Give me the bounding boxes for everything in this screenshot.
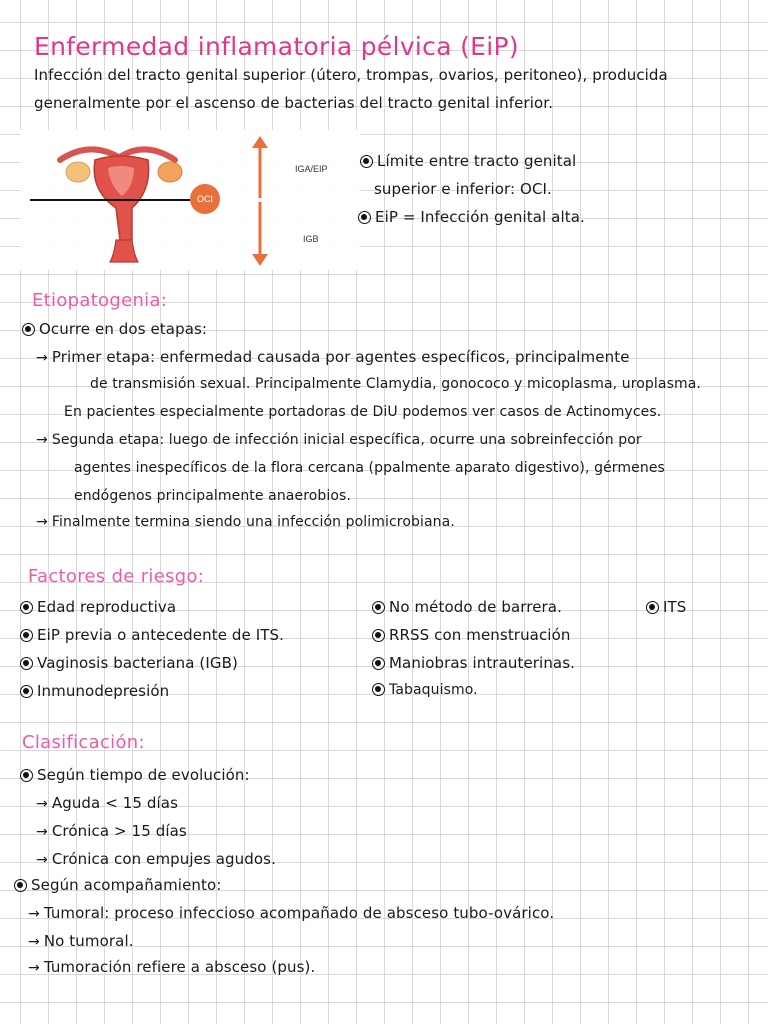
- etio-line: → Segunda etapa: luego de infección inicial específica, ocurre una sobreinfección por: [36, 432, 642, 448]
- arrow-icon: →: [36, 514, 48, 530]
- risk-factor: Edad reproductiva: [20, 598, 176, 616]
- risk-factor: Vaginosis bacteriana (IGB): [20, 654, 238, 672]
- arrow-icon: →: [36, 432, 48, 448]
- bullet-icon: [20, 629, 33, 642]
- arrow-icon: →: [36, 824, 48, 840]
- bullet-icon: [20, 657, 33, 670]
- uterus-figure: [20, 130, 360, 270]
- intro-line-1: Infección del tracto genital superior (útero, trompas, ovarios, peritoneo), producida: [34, 66, 668, 84]
- arrow-icon: →: [36, 350, 48, 366]
- arrow-icon: →: [28, 960, 40, 976]
- etio-line: En pacientes especialmente portadoras de DiU podemos ver casos de Actinomyces.: [64, 404, 662, 420]
- clasif-acomp: Según acompañamiento:: [14, 876, 221, 894]
- etiopatogenia-heading: Etiopatogenia:: [32, 290, 168, 311]
- risk-factor: RRSS con menstruación: [372, 626, 570, 644]
- clasif-item: → Aguda < 15 días: [36, 794, 179, 812]
- clasif-item: → Crónica con empujes agudos.: [36, 850, 276, 868]
- etio-line: agentes inespecíficos de la flora cercana (ppalmente aparato digestivo), gérmenes: [74, 460, 665, 476]
- risk-factor: Maniobras intrauterinas.: [372, 654, 575, 672]
- risk-factor: No método de barrera.: [372, 598, 562, 616]
- bullet-icon: [372, 629, 385, 642]
- clasif-item: → No tumoral.: [28, 932, 134, 950]
- clasif-item: → Crónica > 15 días: [36, 822, 187, 840]
- bullet-icon: [360, 155, 373, 168]
- bullet-icon: [646, 601, 659, 614]
- etio-line: → Finalmente termina siendo una infección polimicrobiana.: [36, 514, 455, 530]
- clasif-item: → Tumoral: proceso infeccioso acompañado de absceso tubo-ovárico.: [28, 904, 555, 922]
- etio-line: → Primer etapa: enfermedad causada por agentes específicos, principalmente: [36, 348, 630, 366]
- bullet-icon: [20, 685, 33, 698]
- arrow-icon: →: [28, 934, 40, 950]
- bullet-icon: [372, 657, 385, 670]
- bullet-icon: [14, 879, 27, 892]
- upper-tract-label: IGA/EIP: [295, 164, 328, 174]
- intro-line-2: generalmente por el ascenso de bacterias del tracto genital inferior.: [34, 94, 554, 112]
- clasif-evolucion: Según tiempo de evolución:: [20, 766, 250, 784]
- bullet-icon: [22, 323, 35, 336]
- bullet-icon: [20, 601, 33, 614]
- bullet-icon: [358, 211, 371, 224]
- note-limit-2: superior e inferior: OCI.: [374, 180, 552, 198]
- note-limit: Límite entre tracto genital: [360, 152, 576, 170]
- bullet-icon: [372, 683, 385, 696]
- etiopatogenia-intro: Ocurre en dos etapas:: [22, 320, 207, 338]
- clasificacion-heading: Clasificación:: [22, 732, 145, 753]
- bullet-icon: [20, 769, 33, 782]
- bullet-icon: [372, 601, 385, 614]
- arrow-icon: →: [36, 796, 48, 812]
- page-title: Enfermedad inflamatoria pélvica (EiP): [34, 32, 519, 61]
- note-eip: EiP = Infección genital alta.: [358, 208, 585, 226]
- clasif-item: → Tumoración refiere a absceso (pus).: [28, 958, 316, 976]
- arrow-icon: →: [36, 852, 48, 868]
- factores-heading: Factores de riesgo:: [28, 566, 205, 587]
- etio-line: endógenos principalmente anaerobios.: [74, 488, 351, 504]
- risk-factor: Tabaquismo.: [372, 682, 478, 698]
- arrow-icon: →: [28, 906, 40, 922]
- oci-label: OCI: [196, 194, 214, 204]
- risk-factor: ITS: [646, 598, 686, 616]
- risk-factor: Inmunodepresión: [20, 682, 169, 700]
- etio-line: de transmisión sexual. Principalmente Clamydia, gonococo y micoplasma, uroplasma.: [90, 376, 701, 392]
- risk-factor: EiP previa o antecedente de ITS.: [20, 626, 284, 644]
- lower-tract-label: IGB: [303, 234, 319, 244]
